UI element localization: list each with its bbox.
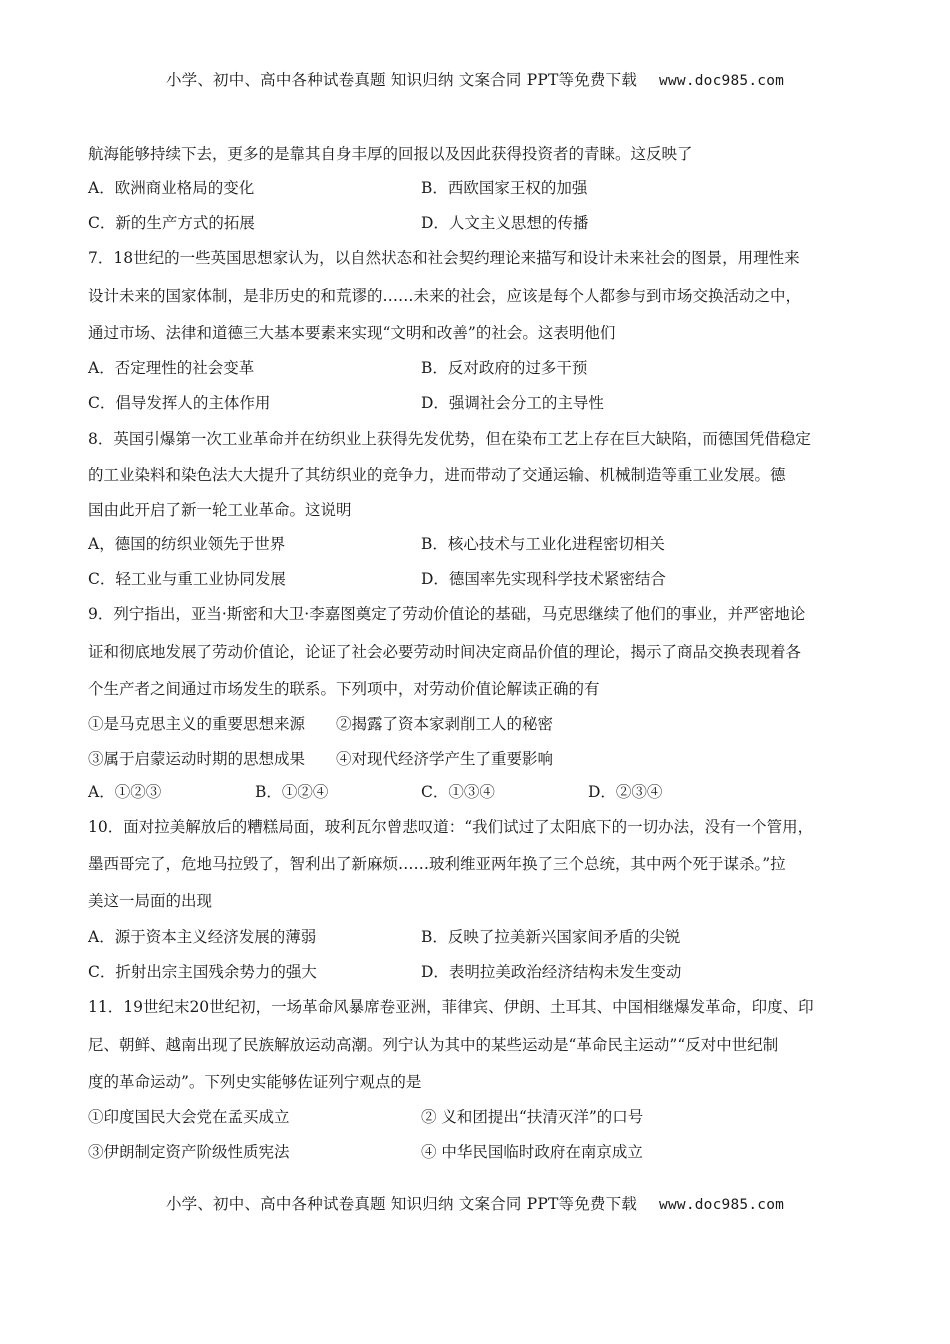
q10-option-c: C．折射出宗主国残余势力的强大 (88, 963, 317, 981)
q6-option-a: A．欧洲商业格局的变化 (88, 179, 255, 197)
q9-option-d: D．②③④ (588, 783, 663, 801)
footer-url[interactable]: www.doc985.com (659, 1197, 785, 1213)
q10-option-d: D．表明拉美政治经济结构未发生变动 (421, 963, 682, 981)
q11-item-1: ①印度国民大会党在孟买成立 (88, 1108, 290, 1126)
q8-stem-line-3: 国由此开启了新一轮工业革命。这说明 (88, 501, 352, 519)
q6-option-d: D．人文主义思想的传播 (421, 214, 589, 232)
q9-items-line-2: ③属于启蒙运动时期的思想成果 ④对现代经济学产生了重要影响 (88, 750, 554, 768)
q8-option-b: B．核心技术与工业化进程密切相关 (421, 535, 665, 553)
page-footer (0, 1192, 950, 1214)
q8-option-a: A，德国的纺织业领先于世界 (88, 535, 286, 553)
q8-stem-line-2: 的工业染料和染色法大大提升了其纺织业的竞争力，进而带动了交通运输、机械制造等重工业发展。德 (88, 466, 786, 484)
q9-stem-line-3: 个生产者之间通过市场发生的联系。下列项中，对劳动价值论解读正确的有 (88, 680, 600, 698)
q10-stem-line-2: 墨西哥完了，危地马拉毁了，智利出了新麻烦……玻利维亚两年换了三个总统，其中两个死于谋杀。”拉 (88, 855, 786, 873)
q7-option-b: B．反对政府的过多干预 (421, 359, 588, 377)
q11-stem-line-3: 度的革命运动”。下列史实能够佐证列宁观点的是 (88, 1073, 422, 1091)
page-header (0, 68, 950, 90)
q9-option-a: A．①②③ (88, 783, 162, 801)
q10-option-a: A．源于资本主义经济发展的薄弱 (88, 928, 317, 946)
q10-option-b: B．反映了拉美新兴国家间矛盾的尖锐 (421, 928, 681, 946)
q11-item-2: ② 义和团提出“扶清灭洋”的口号 (421, 1108, 644, 1126)
q11-stem-line-1: 11．19世纪末20世纪初，一场革命风暴席卷亚洲，菲律宾、伊朗、土耳其、中国相继爆发革命，印度、印 (88, 998, 814, 1016)
q9-stem-line-1: 9．列宁指出，亚当·斯密和大卫·李嘉图奠定了劳动价值论的基础，马克思继续了他们的事业，并严密地论 (88, 605, 806, 623)
q8-stem-line-1: 8．英国引爆第一次工业革命并在纺织业上获得先发优势，但在染布工艺上存在巨大缺陷，而德国凭借稳定 (88, 430, 811, 448)
q7-stem-line-1: 7．18世纪的一些英国思想家认为，以自然状态和社会契约理论来描写和设计未来社会的图景，用理性来 (88, 249, 800, 267)
q9-items-line-1: ①是马克思主义的重要思想来源 ②揭露了资本家剥削工人的秘密 (88, 715, 554, 733)
q9-option-b: B．①②④ (255, 783, 329, 801)
header-url[interactable]: www.doc985.com (659, 73, 785, 89)
q10-stem-line-3: 美这一局面的出现 (88, 892, 213, 910)
q11-stem-line-2: 尼、朝鲜、越南出现了民族解放运动高潮。列宁认为其中的某些运动是“革命民主运动”“反对中世纪制 (88, 1036, 779, 1054)
footer-text: 小学、初中、高中各种试卷真题 知识归纳 文案合同 PPT等免费下载 (165, 1195, 638, 1213)
q10-stem-line-1: 10．面对拉美解放后的糟糕局面，玻利瓦尔曾悲叹道：“我们试过了太阳底下的一切办法，没有一个管用， (88, 818, 814, 836)
q9-stem-line-2: 证和彻底地发展了劳动价值论，论证了社会必要劳动时间决定商品价值的理论，揭示了商品交换表现着各 (88, 643, 802, 661)
q11-item-3: ③伊朗制定资产阶级性质宪法 (88, 1143, 290, 1161)
q8-option-d: D．德国率先实现科学技术紧密结合 (421, 570, 666, 588)
q9-option-c: C．①③④ (421, 783, 495, 801)
q7-stem-line-2: 设计未来的国家体制，是非历史的和荒谬的……未来的社会，应该是每个人都参与到市场交换活动之中， (88, 287, 802, 305)
q7-option-a: A．否定理性的社会变革 (88, 359, 255, 377)
q7-option-d: D．强调社会分工的主导性 (421, 394, 604, 412)
q6-option-c: C．新的生产方式的拓展 (88, 214, 255, 232)
q11-item-4: ④ 中华民国临时政府在南京成立 (421, 1143, 643, 1161)
q7-stem-line-3: 通过市场、法律和道德三大基本要素来实现“文明和改善”的社会。这表明他们 (88, 324, 616, 342)
q6-option-b: B．西欧国家王权的加强 (421, 179, 588, 197)
q6-stem-tail: 航海能够持续下去，更多的是靠其自身丰厚的回报以及因此获得投资者的青睐。这反映了 (88, 145, 693, 163)
q8-option-c: C．轻工业与重工业协同发展 (88, 570, 286, 588)
q7-option-c: C．倡导发挥人的主体作用 (88, 394, 271, 412)
header-text: 小学、初中、高中各种试卷真题 知识归纳 文案合同 PPT等免费下载 (165, 71, 638, 89)
